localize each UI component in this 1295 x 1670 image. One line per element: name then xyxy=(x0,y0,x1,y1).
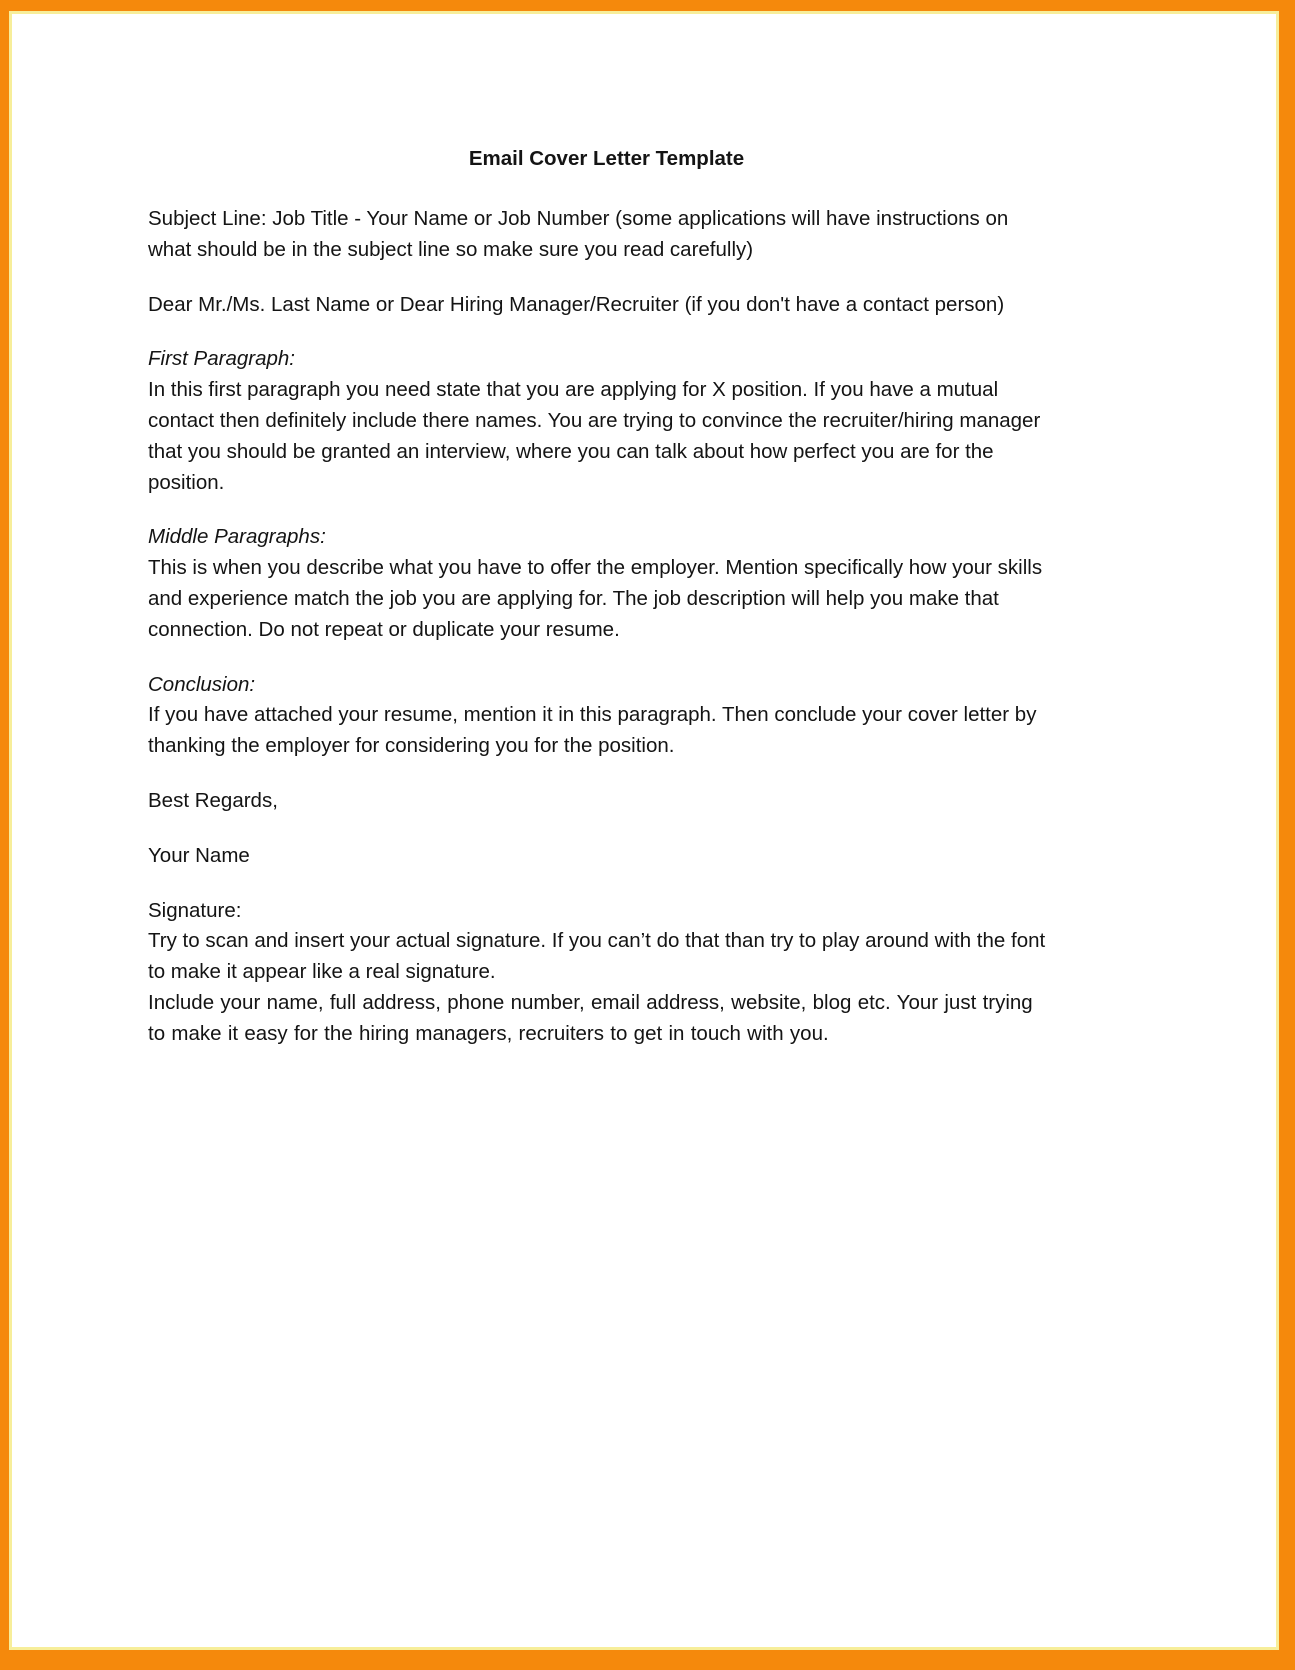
subject-line-block xyxy=(148,204,1053,266)
salutation-block xyxy=(148,290,1053,321)
conclusion-block xyxy=(148,670,1053,762)
first-paragraph-block xyxy=(148,344,1053,498)
middle-paragraphs-label: Middle Paragraphs: xyxy=(148,525,326,549)
middle-paragraphs-text: This is when you describe what you have to offer the employer. Mention specifically how your skills and experience match the job you are applying for. The job description will help you make that connection. Do not repeat or duplicate your resume. xyxy=(148,556,1043,641)
salutation-text: Dear Mr./Ms. Last Name or Dear Hiring Manager/Recruiter (if you don't have a contact person) xyxy=(148,292,1005,316)
first-paragraph-label: First Paragraph: xyxy=(148,347,295,371)
conclusion-label: Conclusion: xyxy=(148,672,256,696)
subject-line-text: Subject Line: Job Title - Your Name or Job Number (some applications will have instructions on what should be in the subject line so make sure you read carefully) xyxy=(148,207,1009,261)
closing-block xyxy=(148,786,1053,817)
document-body xyxy=(148,144,1053,1050)
signature-text-line-2: Include your name, full address, phone number, email address, website, blog etc. Your just trying to make it easy for the hiring managers, recruiters to get in touch with you. xyxy=(148,990,1033,1045)
signature-text-line-1: Try to scan and insert your actual signature. If you can’t do that than try to play around with the font to make it appear like a real signature. xyxy=(148,929,1046,984)
document-page xyxy=(12,14,1276,1647)
signature-block xyxy=(148,896,1053,1050)
first-paragraph-text: In this first paragraph you need state that you are applying for X position. If you have a mutual contact then definitely include there names. You are trying to convince the recruiter/hiring manager that you should be granted an interview, where you can talk about how perfect you are for the position. xyxy=(148,378,1041,494)
signature-label: Signature: xyxy=(148,898,242,922)
closing-text: Best Regards, xyxy=(148,788,278,812)
middle-paragraphs-block xyxy=(148,522,1053,645)
page-title: Email Cover Letter Template xyxy=(468,147,745,170)
sender-name-block xyxy=(148,841,1053,872)
conclusion-text: If you have attached your resume, mention it in this paragraph. Then conclude your cover letter by thanking the employer for considering you for the position. xyxy=(148,703,1037,758)
sender-name-text: Your Name xyxy=(148,843,250,867)
